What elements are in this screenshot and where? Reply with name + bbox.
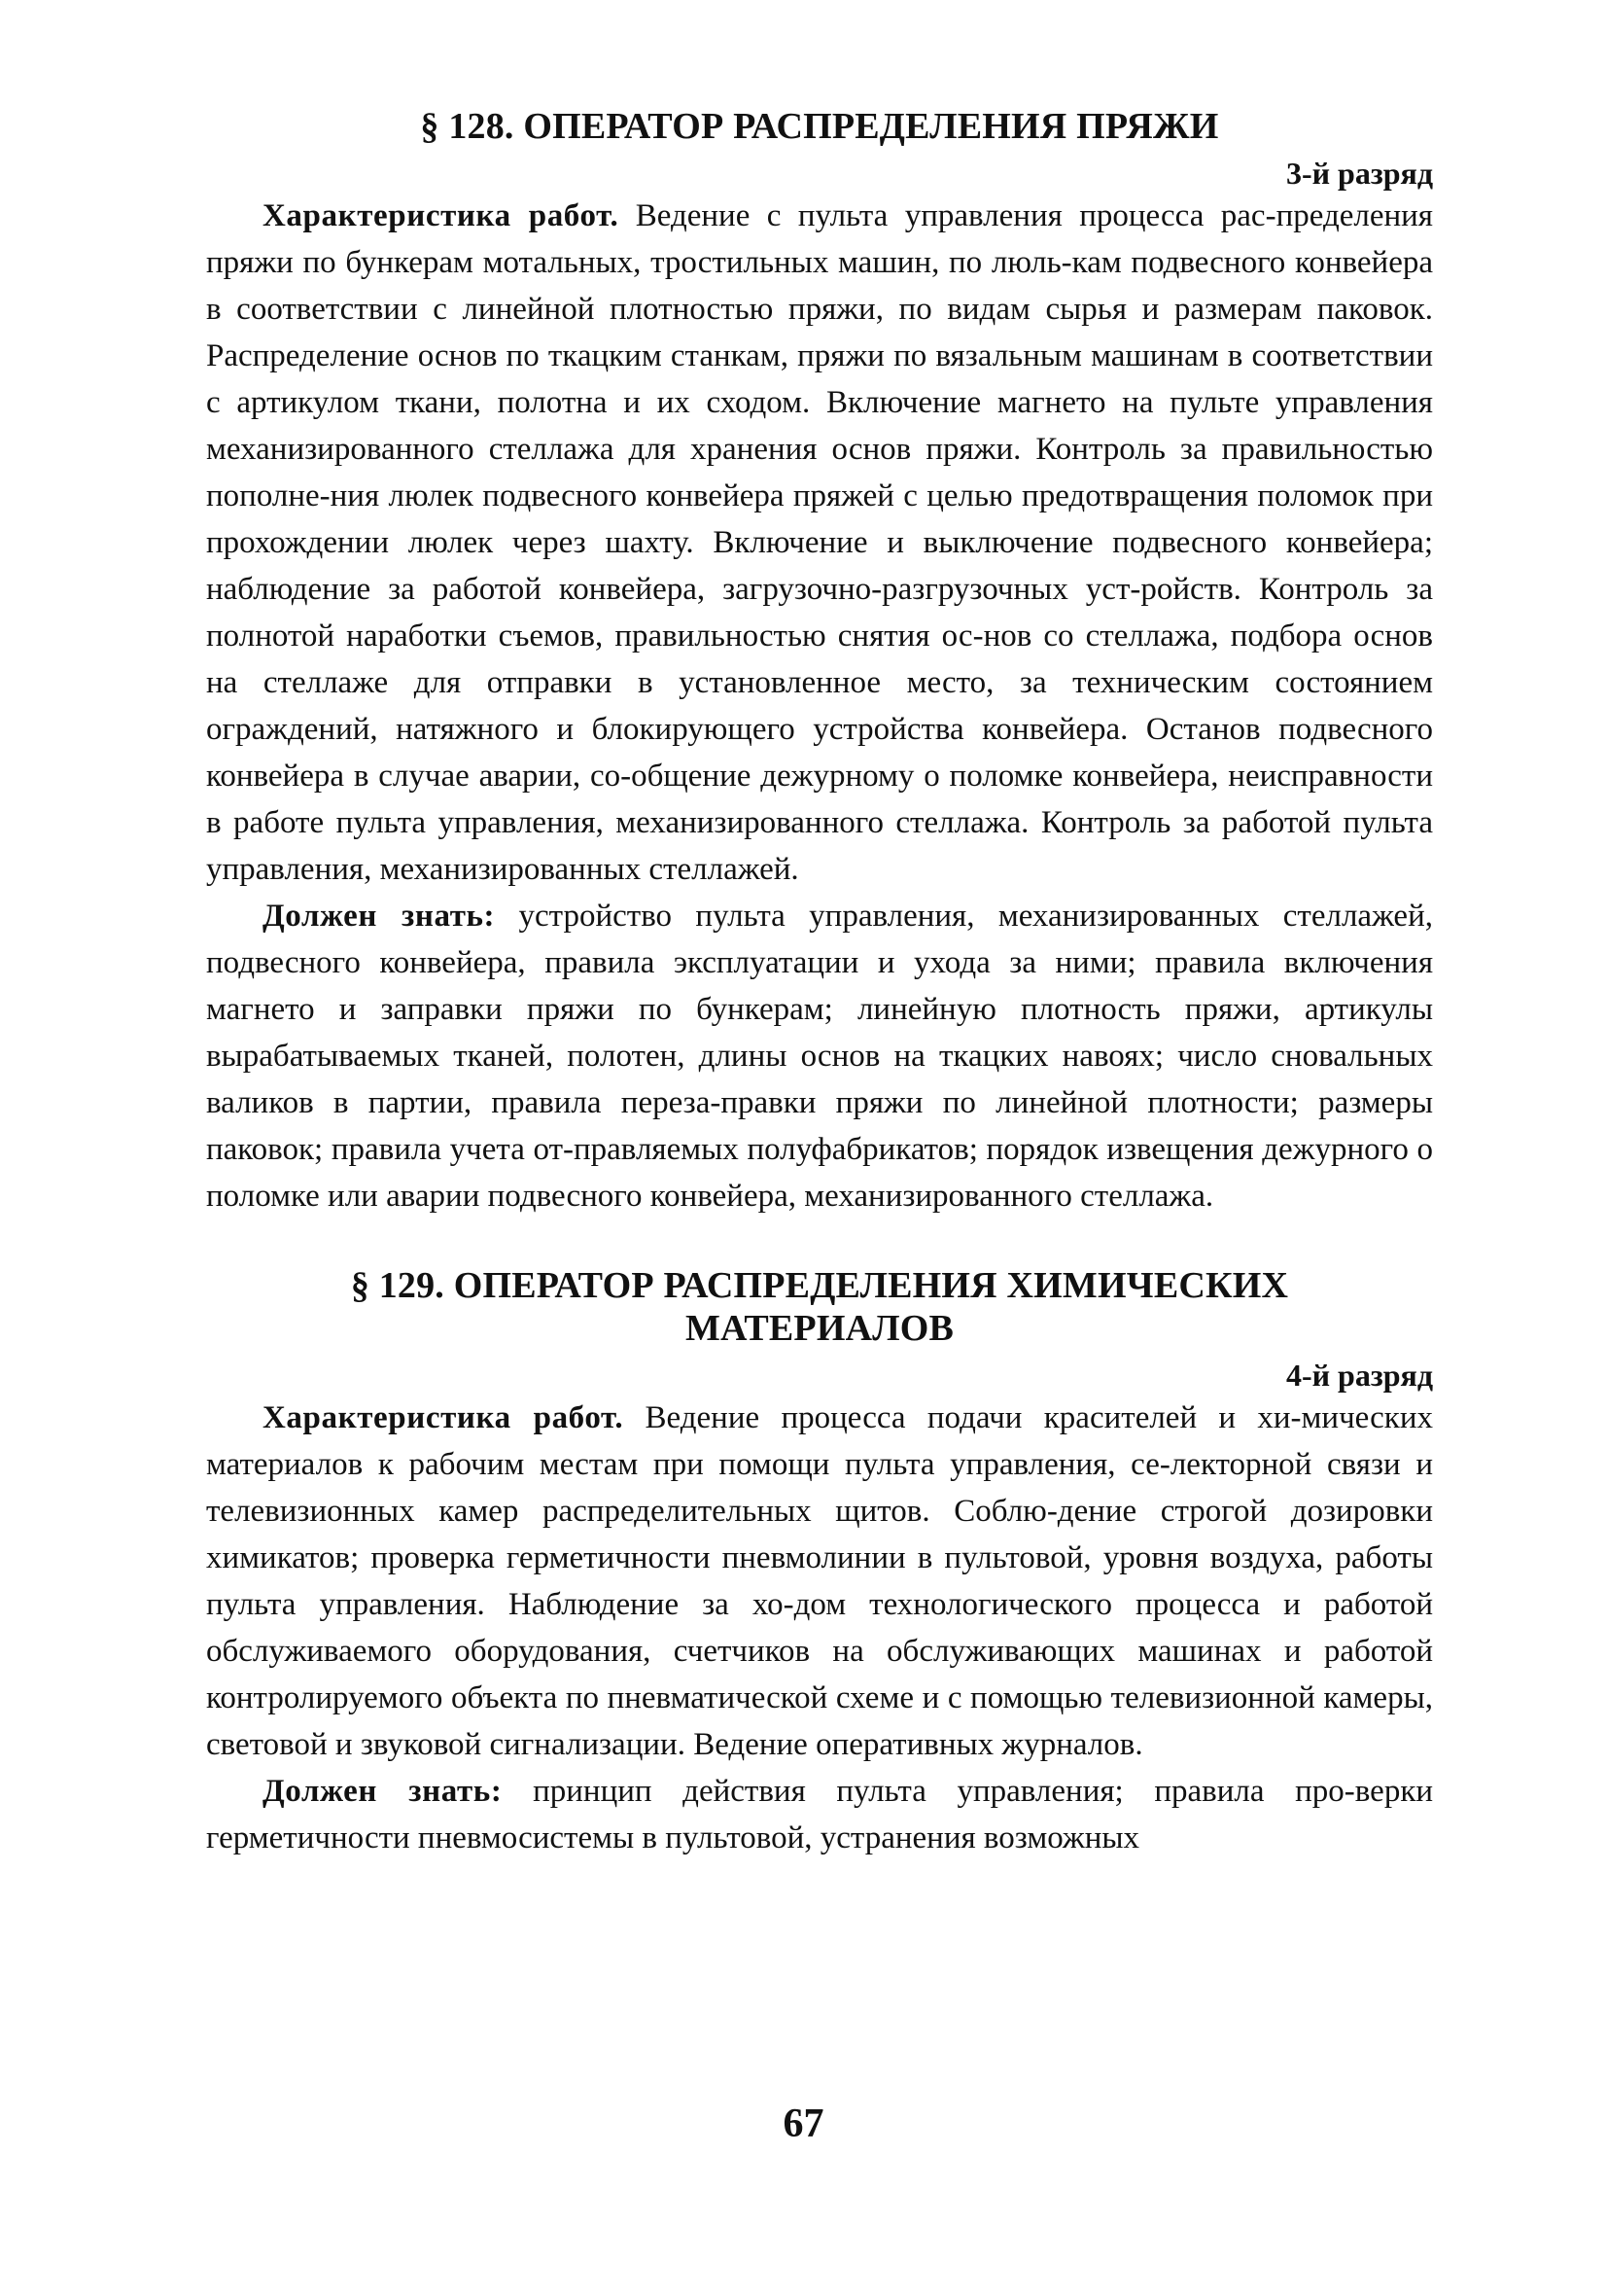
section-title [206,1264,1433,1350]
paragraph-lead: Характеристика работ. [262,198,619,233]
page-number: 67 [783,2102,824,2146]
paragraph-body: принцип действия пульта управления; правила про-верки герметичности пневмосистемы в пультовой, устранения возможных [206,1774,1434,1855]
section-129 [206,1264,1433,1861]
paragraph-work-description [206,193,1433,893]
section-title-line: § 129. ОПЕРАТОР РАСПРЕДЕЛЕНИЯ ХИМИЧЕСКИХ [350,1265,1289,1306]
paragraph-body: Ведение с пульта управления процесса рас-пределения пряжи по бункерам мотальных, тростильных машин, по люль-кам подвесного конвейера в соответствии с линейной плотностью пряжи, по видам сырья и размерам паковок. Распределение основ по ткацким станкам, пряжи по вязальным машинам в соответствии с артикулом ткани, полотна и их сходом. Включение магнето на пульте управления механизированного стеллажа для хранения основ пряжи. Контроль за правильностью пополне-ния люлек подвесного конвейера пряжей с целью предотвращения поломок при прохождении люлек через шахту. Включение и выключение подвесного конвейера; наблюдение за работой конвейера, загрузочно-разгрузочных уст-ройств. Контроль за полнотой наработки съемов, правильностью снятия ос-нов со стеллажа, подбора основ на стеллаже для отправки в установленное место, за техническим состоянием ограждений, натяжного и блокирующего устройства конвейера. Останов подвесного конвейера в случае аварии, со-общение дежурному о поломке конвейера, неисправности в работе пульта управления, механизированного стеллажа. Контроль за работой пульта управления, механизированных стеллажей. [206,198,1433,887]
section-title-line: § 128. ОПЕРАТОР РАСПРЕДЕЛЕНИЯ ПРЯЖИ [420,106,1219,147]
paragraph-body: Ведение процесса подачи красителей и хи-мических материалов к рабочим местам при помощи пульта управления, се-лекторной связи и телевизионных камер распределительных щитов. Соблю-дение строгой дозировки химикатов; проверка герметичности пневмолинии в пультовой, уровня воздуха, работы пульта управления. Наблюдение за хо-дом технологического процесса и работой обслуживаемого оборудования, счетчиков на обслуживающих машинах и работой контролируемого объекта по пневматической схеме и с помощью телевизионной камеры, световой и звуковой сигнализации. Ведение оперативных журналов. [206,1400,1433,1762]
paragraph-lead: Должен знать: [262,899,496,934]
document-page [206,105,1433,1861]
section-title [206,105,1433,148]
paragraph-lead: Должен знать: [262,1774,503,1809]
grade-label: 4-й разряд [1285,1358,1433,1393]
paragraph-lead: Характеристика работ. [262,1400,624,1435]
paragraph-body: устройство пульта управления, механизированных стеллажей, подвесного конвейера, правила эксплуатации и ухода за ними; правила включения магнето и заправки пряжи по бункерам; линейную плотность пряжи, артикулы вырабатываемых тканей, полотен, длины основ на ткацких навоях; число сновальных валиков в партии, правила переза-правки пряжи по линейной плотности; размеры паковок; правила учета от-правляемых полуфабрикатов; порядок извещения дежурного о поломке или аварии подвесного конвейера, механизированного стеллажа. [206,899,1433,1214]
paragraph-work-description [206,1395,1433,1768]
paragraph-must-know [206,1768,1433,1861]
section-128 [206,105,1433,1219]
section-gap [206,1219,1433,1264]
grade-label: 3-й разряд [1285,156,1433,191]
paragraph-must-know [206,893,1433,1219]
section-title-line: МАТЕРИАЛОВ [684,1308,955,1349]
